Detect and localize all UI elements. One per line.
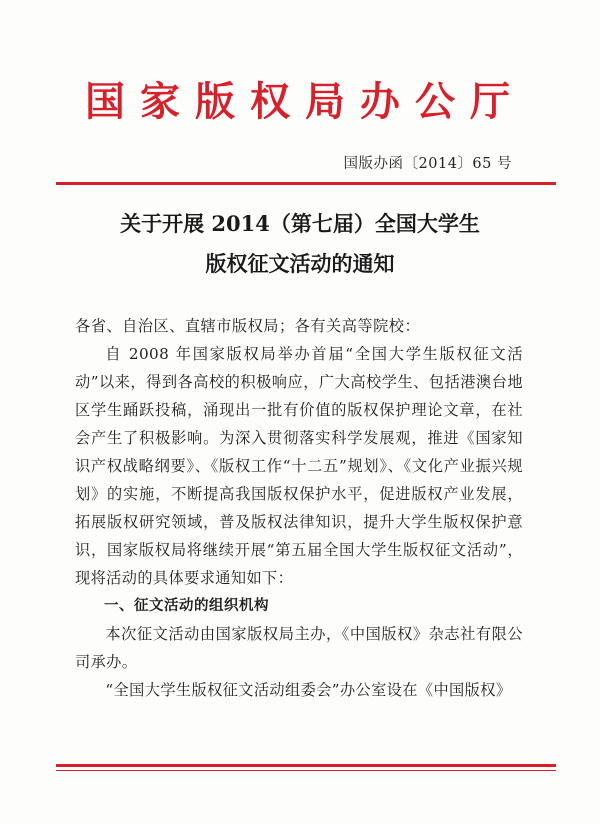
header-red-rule xyxy=(56,182,556,185)
paragraph-organizer: 本次征文活动由国家版权局主办，《中国版权》杂志社有限公司承办。 xyxy=(75,625,523,671)
section-heading-organization: 一、征文活动的组织机构 xyxy=(104,598,269,614)
title-line-2: 版权征文活动的通知 xyxy=(205,251,395,276)
title-line-1: 关于开展 2014（第七届）全国大学生 xyxy=(120,211,480,236)
document-body xyxy=(75,312,523,704)
footer-red-rule-thin xyxy=(56,770,556,771)
paragraph-committee: “全国大学生版权征文活动组委会”办公室设在《中国版权》 xyxy=(105,681,512,699)
document-title xyxy=(0,206,600,282)
masthead-organization: 国家版权局办公厅 xyxy=(85,78,525,125)
document-number: 国版办函〔2014〕65 号 xyxy=(343,156,512,172)
footer-red-rule-thick xyxy=(56,764,556,767)
salutation: 各省、自治区、直辖市版权局；各有关高等院校： xyxy=(75,317,421,335)
paragraph-intro: 自 2008 年国家版权局举办首届“全国大学生版权征文活动”以来，得到各高校的积极响应，广大高校学生、包括港澳台地区学生踊跃投稿，涌现出一批有价值的版权保护理论文章，在社会产生了积极影响。为深入贯彻落实科学发展观，推进《国家知识产权战略纲要》、《版权工作“十二五”规划》、《文化产业振兴规划》的实施，不断提高我国版权保护水平，促进版权产业发展，拓展版权研究领域，普及版权法律知识，提升大学生版权保护意识，国家版权局将继续开展“第五届全国大学生版权征文活动”，现将活动的具体要求通知如下： xyxy=(75,345,523,587)
